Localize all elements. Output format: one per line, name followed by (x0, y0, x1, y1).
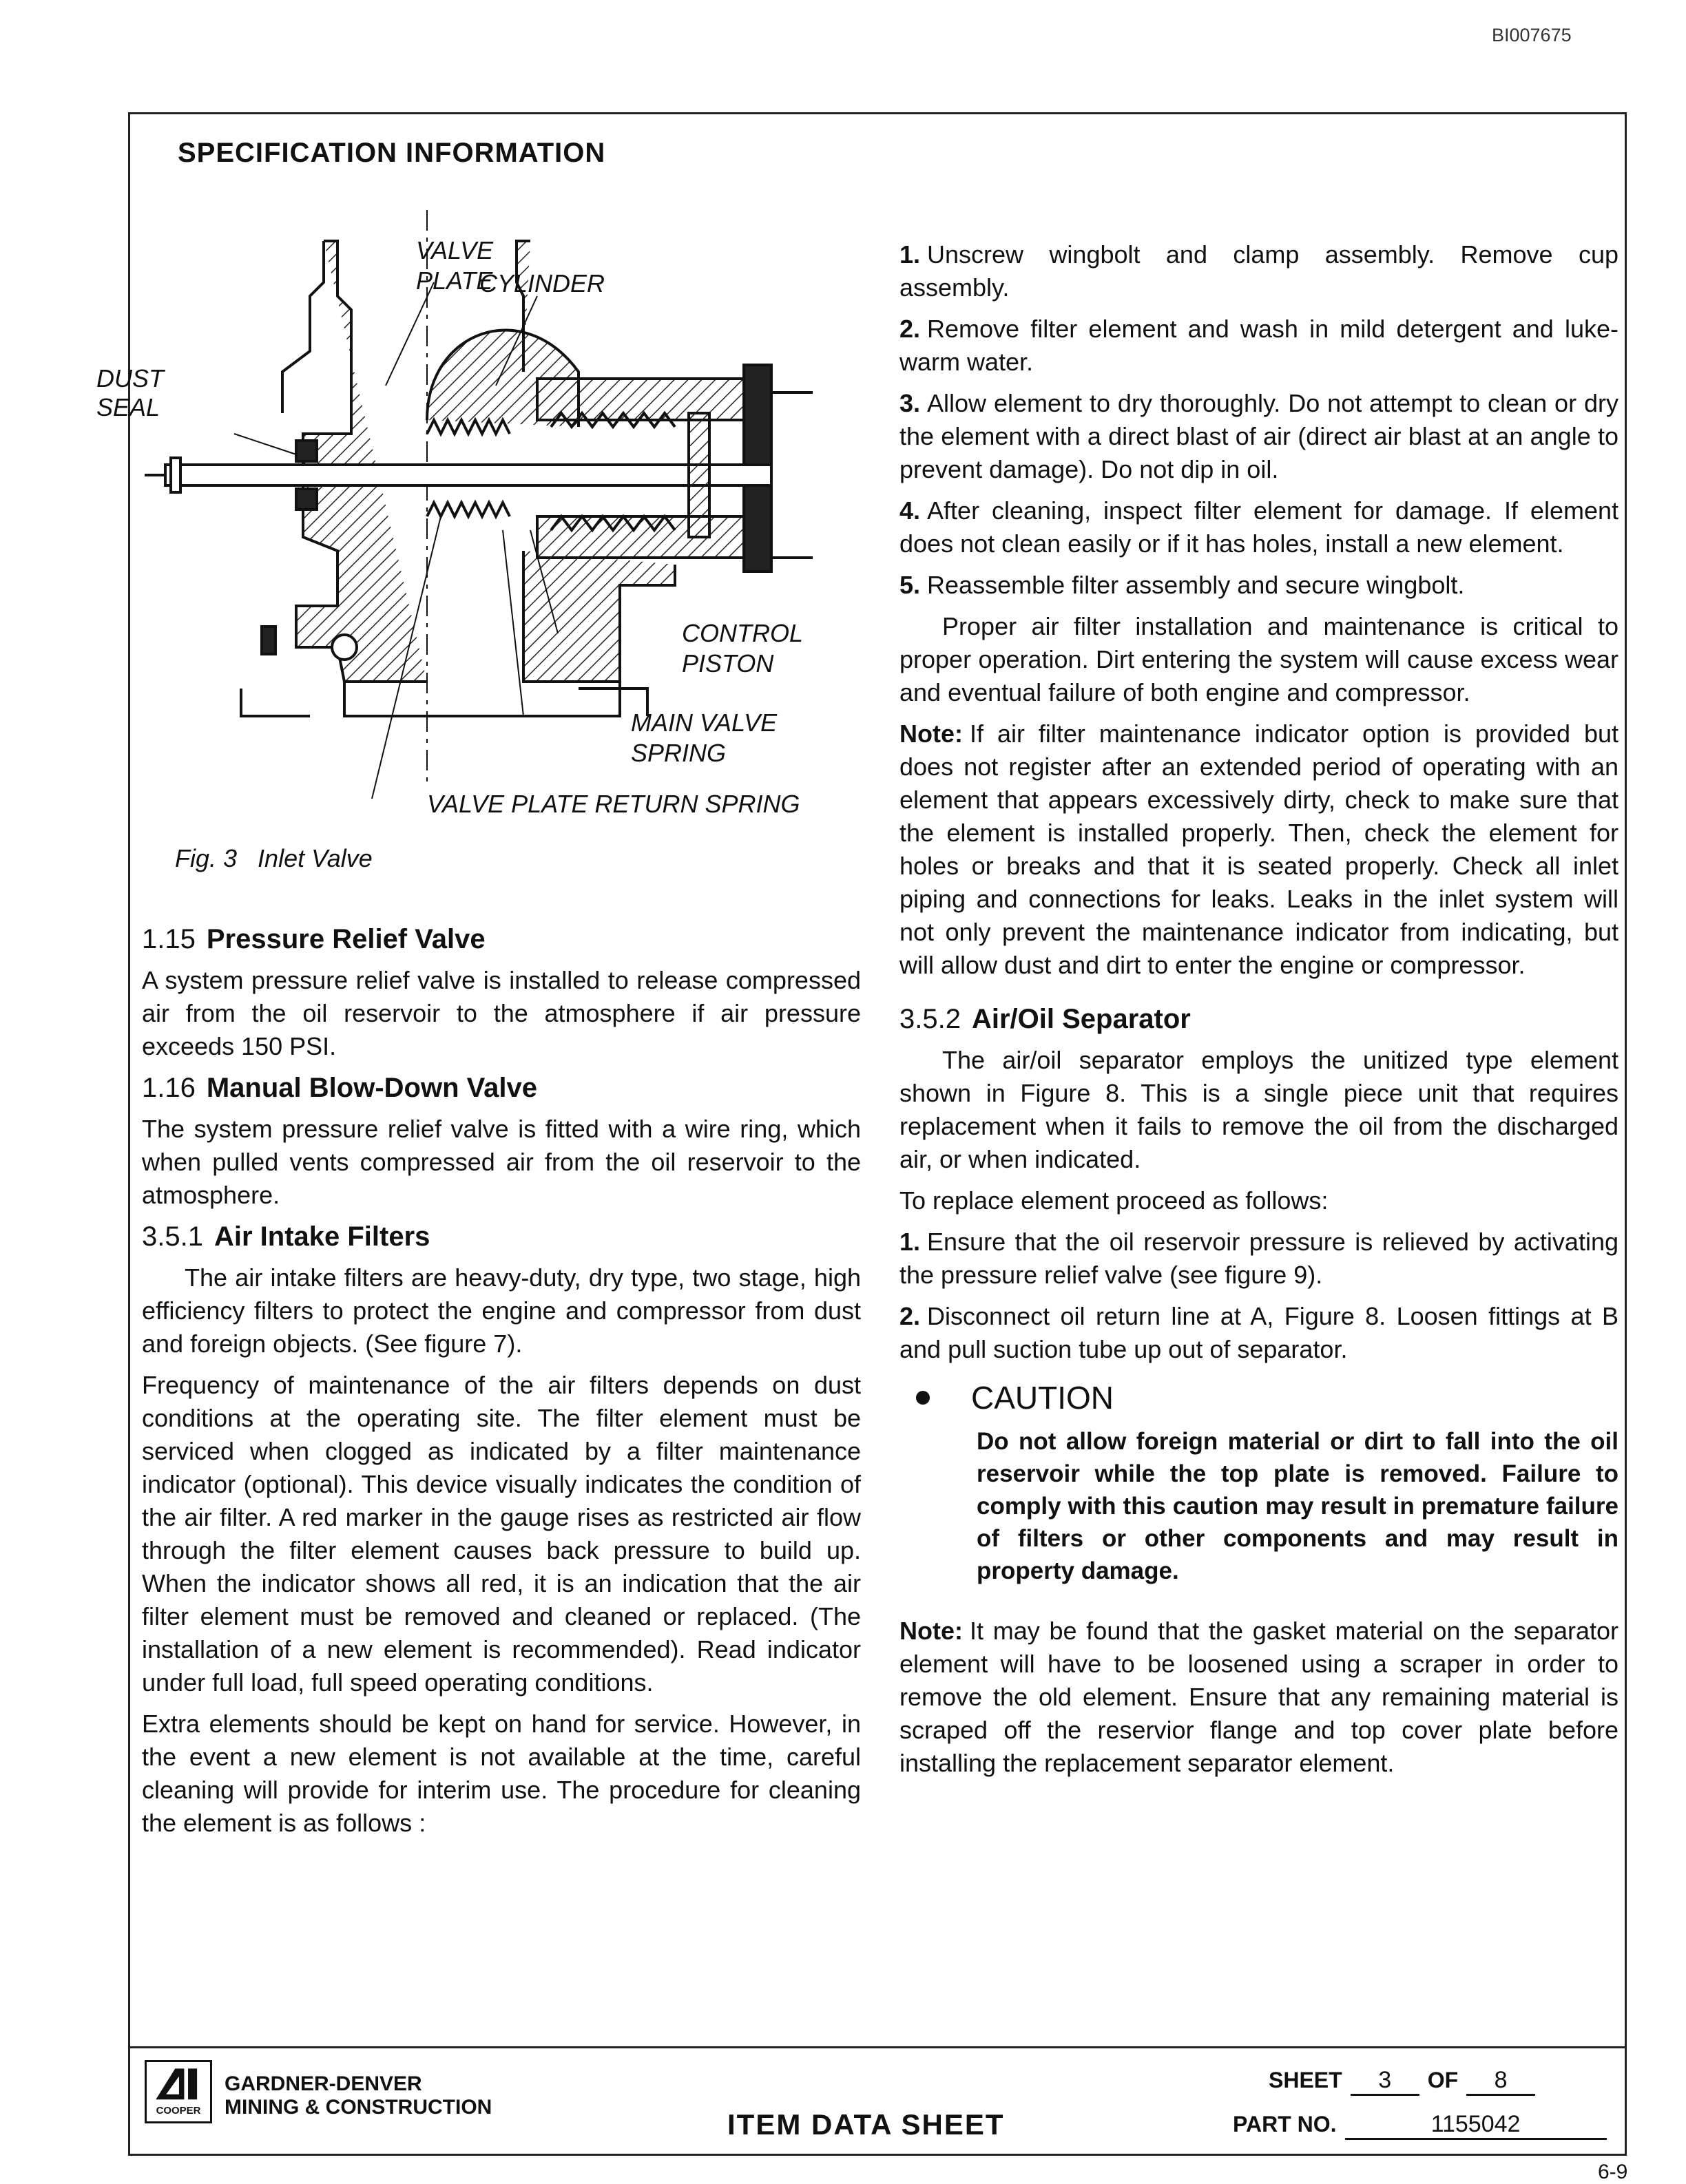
cleaning-step-5: 5. Reassemble filter assembly and secure wingbolt. (899, 571, 1465, 599)
label-control-piston-1: CONTROL (682, 619, 804, 647)
cooper-logo (145, 2060, 212, 2123)
spec-title: SPECIFICATION INFORMATION (178, 138, 606, 168)
caution-title: CAUTION (971, 1380, 1114, 1416)
section-1-16-heading: 1.16 Manual Blow-Down Valve (142, 1073, 537, 1103)
filter-installation-text: Proper air filter installation and maintenance is critical to proper operation. Dirt entering the system will cause excess wear and eventual failure of both engine and compressor. (899, 612, 1619, 706)
right-column (899, 238, 1619, 1788)
label-main-valve-spring-1: MAIN VALVE (631, 708, 778, 737)
item-data-sheet-label: ITEM DATA SHEET (727, 2108, 1005, 2141)
logo-text: COOPER (156, 2104, 201, 2117)
document-id: BI007675 (1492, 25, 1572, 45)
section-3-5-1-heading: 3.5.1 Air Intake Filters (142, 1221, 430, 1252)
inlet-valve-diagram (96, 207, 875, 847)
section-3-5-2-heading: 3.5.2 Air/Oil Separator (899, 1004, 1191, 1034)
figure-number: Fig. 3 (175, 844, 238, 872)
caution-box (899, 1381, 1619, 1587)
label-dust-seal-2: SEAL (96, 393, 160, 421)
section-3-5-2-text-1: The air/oil separator employs the unitized type element shown in Figure 8. This is a single piece unit that requires replacement when it fails to remove the oil from the discharged air, or when indicated. (899, 1046, 1619, 1173)
separator-step-2: 2. Disconnect oil return line at A, Figure 8. Loosen fittings at B and pull suction tube up out of separator. (899, 1302, 1619, 1363)
left-column (142, 916, 861, 1848)
inlet-valve-figure (96, 207, 875, 847)
filter-note: Note: If air filter maintenance indicator option is provided but does not register after an extended period of operating with an element that appears excessively dirty, check to make sure that the element is installed properly. Then, check the element for holes or breaks and that it is seated properly. Check all inlet piping and connections for leaks. Leaks in the inlet system will not only prevent the maintenance indicator from indicating, but will allow dust and dirt to enter the engine or compressor. (899, 720, 1619, 979)
cleaning-step-4: 4. After cleaning, inspect filter element for damage. If element does not clean easily or if it has holes, install a new element. (899, 496, 1619, 558)
sheet-number: SHEET 3 OF 8 (1269, 2067, 1543, 2096)
caution-text: Do not allow foreign material or dirt to fall into the oil reservoir while the top plate is removed. Failure to comply with this caution may result in premature failure of filters or other components and may result in property damage. (977, 1428, 1619, 1584)
page-number: 6-9 (1598, 2161, 1628, 2183)
label-main-valve-spring-2: SPRING (631, 739, 727, 767)
footer-divider (128, 2046, 1627, 2048)
part-number: PART NO. 1155042 (1233, 2111, 1615, 2140)
section-3-5-2-text-2: To replace element proceed as follows: (899, 1186, 1329, 1215)
section-3-5-1-text-2: Frequency of maintenance of the air filters depends on dust conditions at the operating site. The filter element must be serviced when clogged as indicated by a filter maintenance indicator (optional). This device visually indicates the condition of the air filter. A red marker in the gauge rises as restricted air flow through the filter element causes back pressure to build up. When the indicator shows all red, it is an indication that the air filter element must be removed and cleaned or replaced. (The installation of a new element is recommended). Read indicator under full load, full speed operating conditions. (142, 1371, 861, 1697)
company-name: GARDNER-DENVER MINING & CONSTRUCTION (225, 2072, 492, 2119)
label-dust-seal-1: DUST (96, 364, 164, 392)
gasket-note: Note: It may be found that the gasket material on the separator element will have to be loosened using a scraper in order to remove the old element. Ensure that any remaining material is scraped off the reservior flange and top cover plate before installing the replacement separator element. (899, 1617, 1619, 1777)
section-1-15-heading: 1.15 Pressure Relief Valve (142, 924, 486, 954)
caution-bullet-icon (916, 1391, 930, 1405)
section-3-5-1-text-3: Extra elements should be kept on hand for service. However, in the event a new element is not available at the time, careful cleaning will provide for interim use. The procedure for cleaning the element is as follows : (142, 1710, 861, 1837)
label-cylinder: CYLINDER (479, 269, 605, 297)
separator-step-1: 1. Ensure that the oil reservoir pressure is relieved by activating the pressure relief valve (see figure 9). (899, 1228, 1619, 1289)
label-control-piston-2: PISTON (682, 649, 774, 678)
cleaning-step-2: 2. Remove filter element and wash in mild detergent and luke-warm water. (899, 315, 1619, 376)
cleaning-step-1: 1. Unscrew wingbolt and clamp assembly. Remove cup assembly. (899, 240, 1619, 302)
cleaning-step-3: 3. Allow element to dry thoroughly. Do not attempt to clean or dry the element with a direct blast of air (direct air blast at an angle to prevent damage). Do not dip in oil. (899, 389, 1619, 483)
label-valve-plate-2: PLATE (416, 266, 493, 295)
section-1-16-text: The system pressure relief valve is fitted with a wire ring, which when pulled vents compressed air from the oil reservoir to the atmosphere. (142, 1115, 861, 1209)
section-1-15-text: A system pressure relief valve is installed to release compressed air from the oil reservoir to the atmosphere if air pressure exceeds 150 PSI. (142, 966, 861, 1060)
figure-title: Inlet Valve (258, 844, 373, 872)
section-3-5-1-text-1: The air intake filters are heavy-duty, dry type, two stage, high efficiency filters to protect the engine and compressor from dust and foreign objects. (See figure 7). (142, 1263, 861, 1358)
label-valve-plate-1: VALVE (416, 236, 494, 264)
figure-caption (175, 844, 393, 873)
label-valve-plate-return-spring: VALVE PLATE RETURN SPRING (427, 790, 800, 818)
